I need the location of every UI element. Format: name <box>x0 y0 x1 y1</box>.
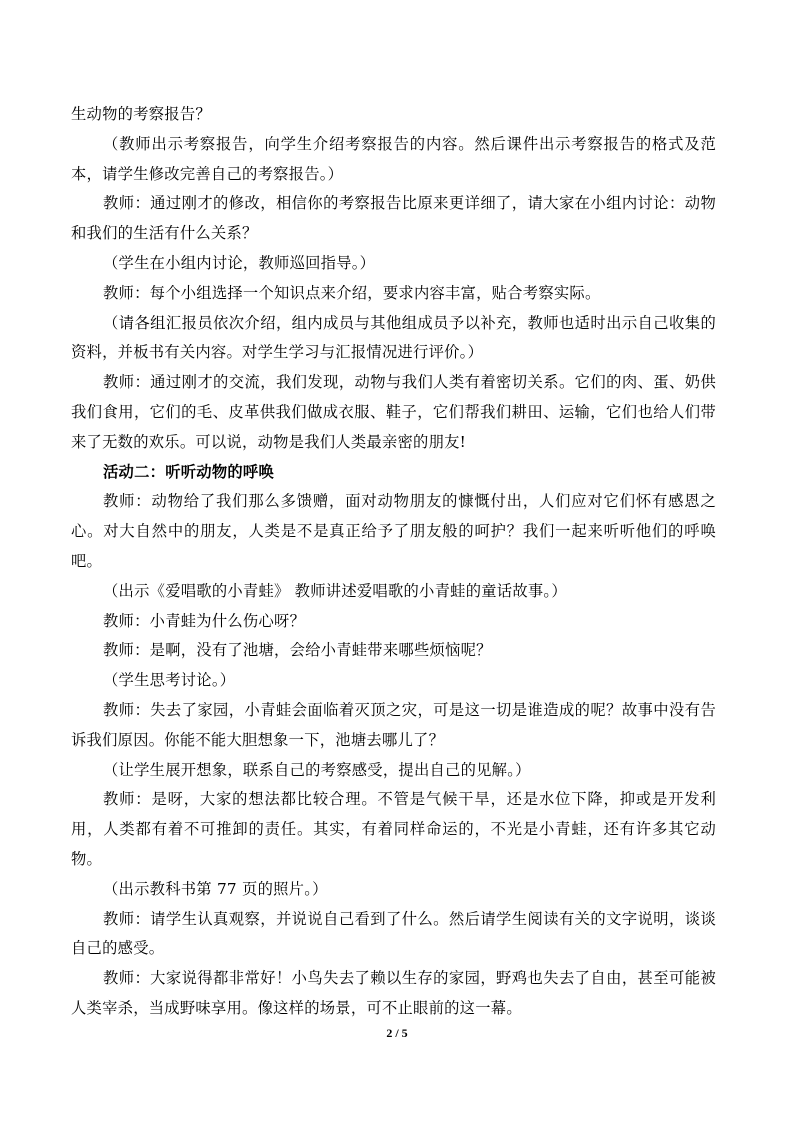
paragraph: 生动物的考察报告？ <box>71 105 211 123</box>
paragraph: （教师出示考察报告，向学生介绍考察报告的内容。然后课件出示考察报告的格式及范本，请学生修改完善自己的考察报告。） <box>71 134 716 183</box>
paragraph: 教师：动物给了我们那么多馈赠，面对动物朋友的慷慨付出，人们应对它们怀有感恩之心。对大自然中的朋友，人类是不是真正给予了朋友般的呵护？我们一起来听听他们的呼唤吧。 <box>71 492 716 570</box>
paragraph: 教师：失去了家园，小青蛙会面临着灭顶之灾，可是这一切是谁造成的呢？故事中没有告诉我们原因。你能不能大胆想象一下，池塘去哪儿了？ <box>71 700 716 749</box>
page-number: 2 / 5 <box>386 1026 408 1040</box>
paragraph: （出示《爱唱歌的小青蛙》 教师讲述爱唱歌的小青蛙的童话故事。） <box>103 581 567 600</box>
paragraph: （请各组汇报员依次介绍，组内成员与其他组成员予以补充，教师也适时出示自己收集的资料，并板书有关内容。对学生学习与汇报情况进行评价。） <box>71 313 716 362</box>
paragraph: 教师：每个小组选择一个知识点来介绍，要求内容丰富，贴合考察实际。 <box>103 283 601 302</box>
paragraph: （学生在小组内讨论，教师巡回指导。） <box>103 253 376 272</box>
paragraph: 教师：请学生认真观察，并说说自己看到了什么。然后请学生阅读有关的文字说明，谈谈自己的感受。 <box>71 909 716 958</box>
section-heading: 活动二：听听动物的呼唤 <box>103 462 275 481</box>
paragraph: 教师：大家说得都非常好！小鸟失去了赖以生存的家园，野鸡也失去了自由，甚至可能被人类宰杀，当成野味享用。像这样的场景，可不止眼前的这一幕。 <box>71 969 716 1017</box>
paragraph: 教师：是啊，没有了池塘，会给小青蛙带来哪些烦恼呢？ <box>103 641 492 660</box>
paragraph: （出示教科书第 77 页的照片。） <box>103 879 328 898</box>
paragraph: 教师：是呀，大家的想法都比较合理。不管是气候干旱，还是水位下降，抑或是开发利用，人类都有着不可推卸的责任。其实，有着同样命运的，不光是小青蛙，还有许多其它动物。 <box>71 790 716 868</box>
paragraph: （让学生展开想象，联系自己的考察感受，提出自己的见解。） <box>103 760 531 779</box>
document-body <box>71 100 716 1024</box>
paragraph: 教师：通过刚才的修改，相信你的考察报告比原来更详细了，请大家在小组内讨论：动物和我们的生活有什么关系？ <box>71 194 716 243</box>
paragraph: 教师：通过刚才的交流，我们发现，动物与我们人类有着密切关系。它们的肉、蛋、奶供我们食用，它们的毛、皮革供我们做成衣服、鞋子，它们帮我们耕田、运输，它们也给人们带来了无数的欢乐。可以说，动物是我们人类最亲密的朋友! <box>71 373 716 451</box>
paragraph: （学生思考讨论。） <box>103 671 236 690</box>
paragraph: 教师：小青蛙为什么伤心呀？ <box>103 611 306 630</box>
